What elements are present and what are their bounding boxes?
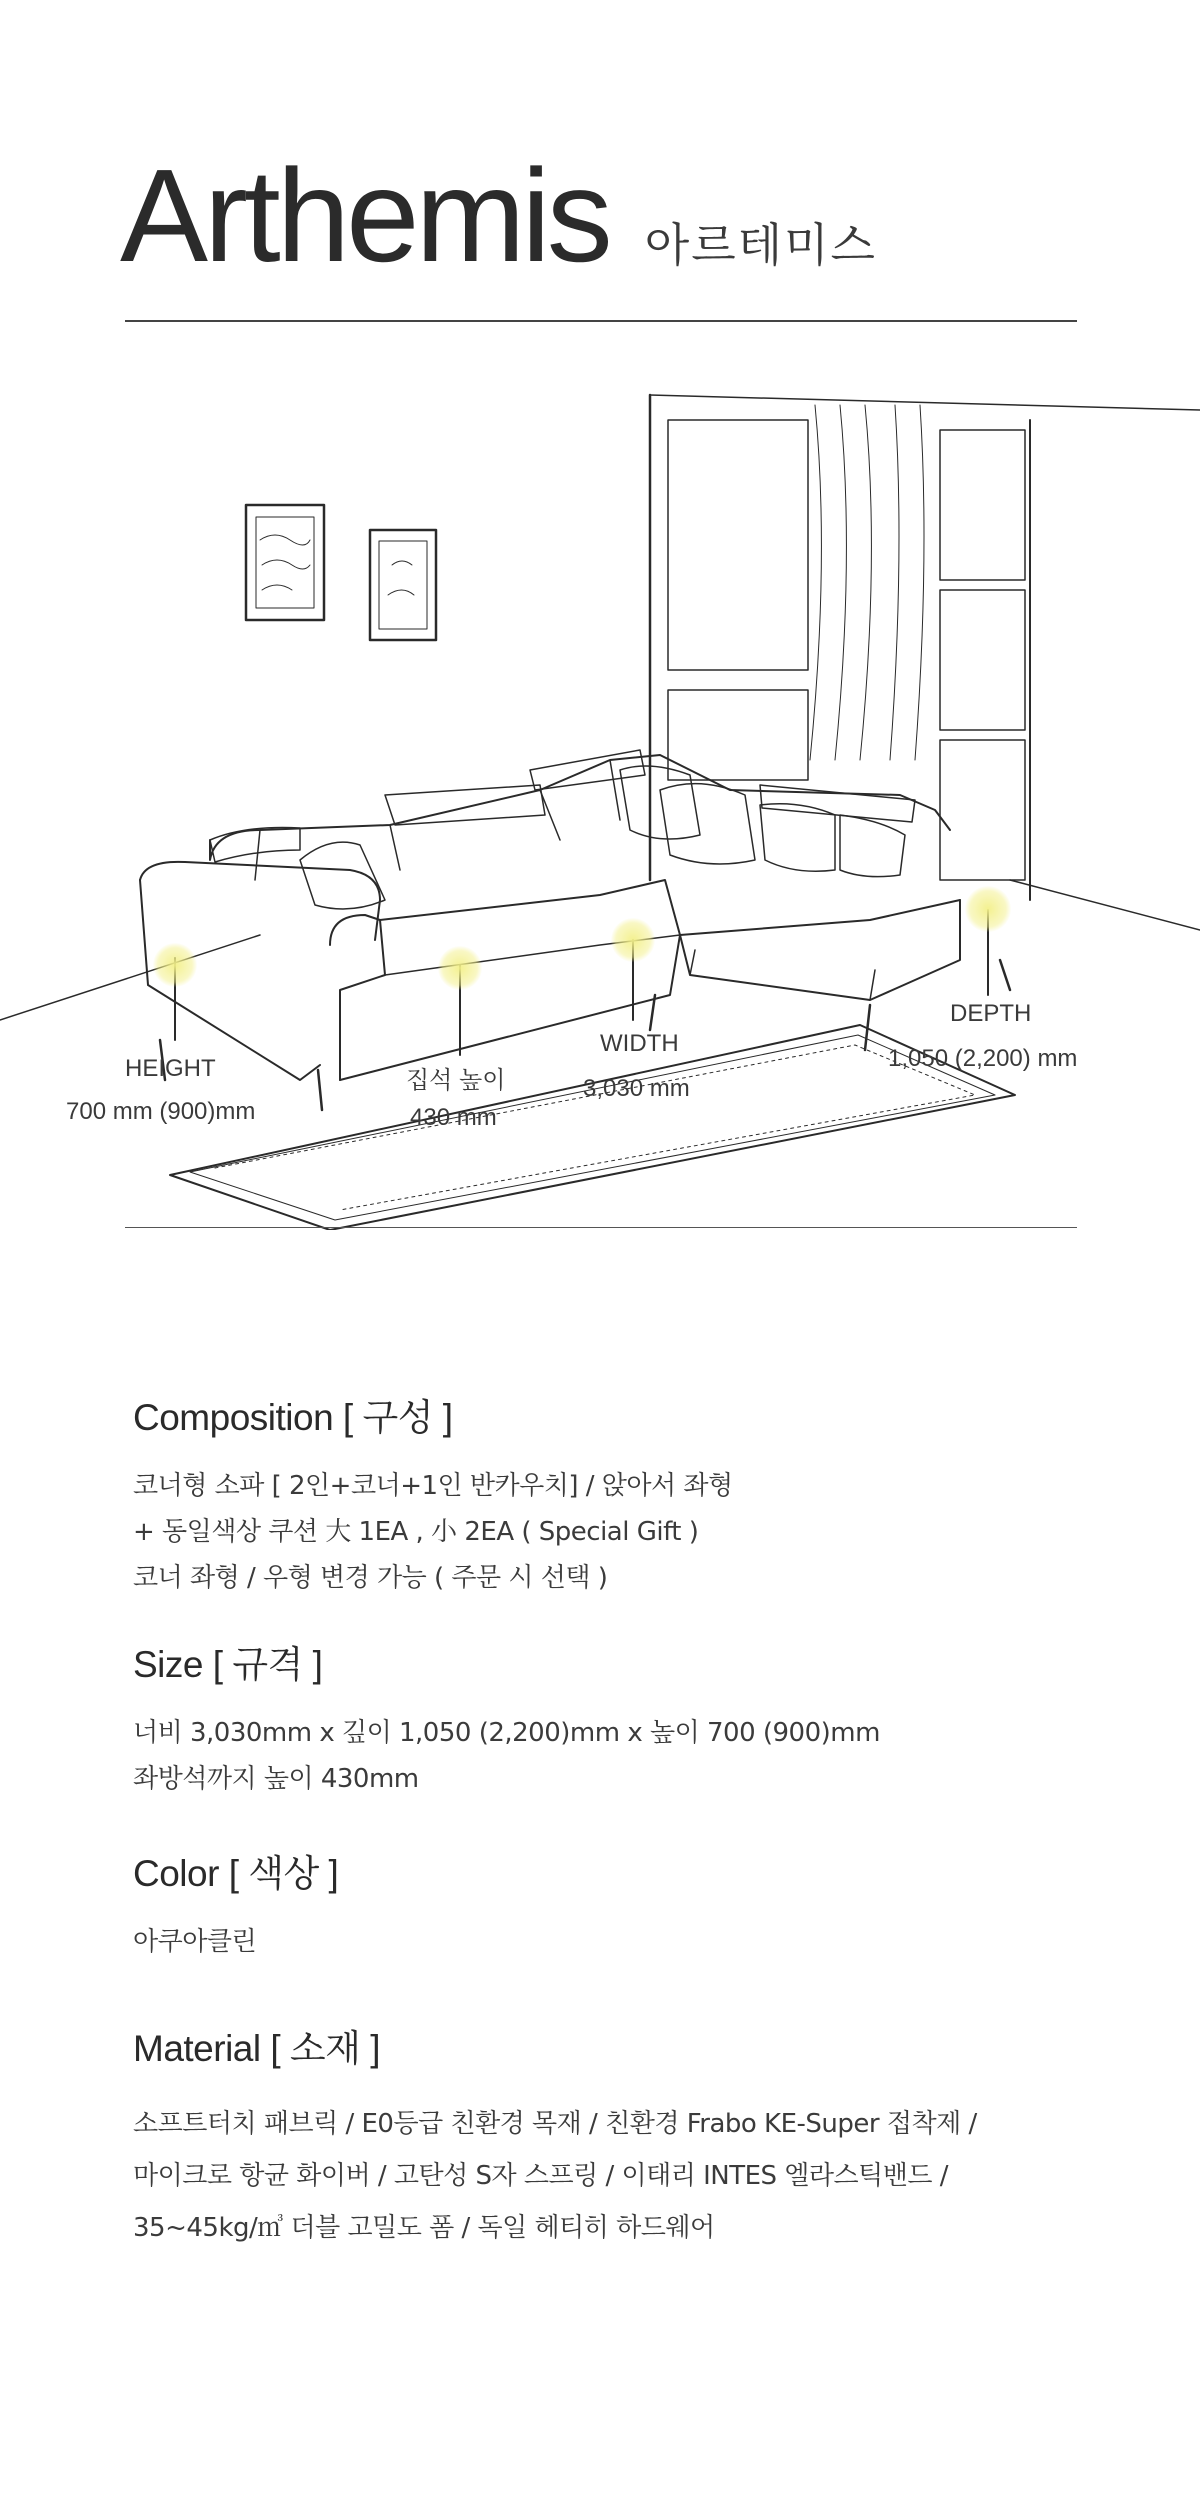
composition-line: + 동일색상 쿠션 大 1EA , 小 2EA ( Special Gift ): [133, 1517, 699, 1547]
sofa-illustration: [0, 380, 1200, 1230]
color-section: [133, 1843, 1093, 1965]
illustration-divider: [125, 1227, 1077, 1228]
header-divider: [125, 320, 1077, 322]
width-highlight: [611, 918, 655, 962]
product-title-row: [120, 142, 877, 289]
material-title: Material [ 소재 ]: [133, 2028, 380, 2069]
material-line: 35~45kg/㎥ 더블 고밀도 폼 / 독일 헤티히 하드웨어: [133, 2213, 715, 2243]
product-title-english: Arthemis: [120, 142, 609, 289]
depth-label: DEPTH: [950, 1000, 1032, 1027]
composition-line: 코너형 소파 [ 2인+코너+1인 반카우치] / 앉아서 좌형: [133, 1471, 733, 1501]
seat-height-label: 집석 높이: [406, 1067, 506, 1094]
product-title-korean: 아르테미스: [644, 218, 877, 272]
depth-highlight: [965, 886, 1011, 932]
color-title: Color [ 색상 ]: [133, 1853, 339, 1894]
seat-highlight: [438, 946, 482, 990]
height-label: HEIGHT: [125, 1055, 216, 1082]
height-highlight: [153, 943, 197, 987]
width-value: 3,030 mm: [583, 1075, 690, 1102]
material-line: 소프트터치 패브릭 / E0등급 친환경 목재 / 친환경 Frabo KE-Super 접착제 /: [133, 2109, 977, 2139]
size-line: 너비 3,030mm x 깊이 1,050 (2,200)mm x 높이 700 (900)mm: [133, 1718, 880, 1748]
width-label: WIDTH: [600, 1030, 679, 1057]
seat-height-value: 430 mm: [410, 1104, 497, 1131]
size-line: 좌방석까지 높이 430mm: [133, 1764, 419, 1794]
composition-title: Composition [ 구성 ]: [133, 1397, 453, 1438]
size-section: [133, 1634, 1093, 1802]
color-line: 아쿠아클린: [133, 1927, 257, 1957]
height-value: 700 mm (900)mm: [66, 1098, 256, 1125]
size-title: Size [ 규격 ]: [133, 1644, 323, 1685]
material-line: 마이크로 항균 화이버 / 고탄성 S자 스프링 / 이태리 INTES 엘라스틱밴드 /: [133, 2161, 949, 2191]
composition-section: [133, 1387, 1093, 1601]
composition-line: 코너 좌형 / 우형 변경 가능 ( 주문 시 선택 ): [133, 1563, 608, 1593]
depth-value: 1,050 (2,200) mm: [888, 1045, 1078, 1072]
material-section: [133, 2018, 1093, 2254]
